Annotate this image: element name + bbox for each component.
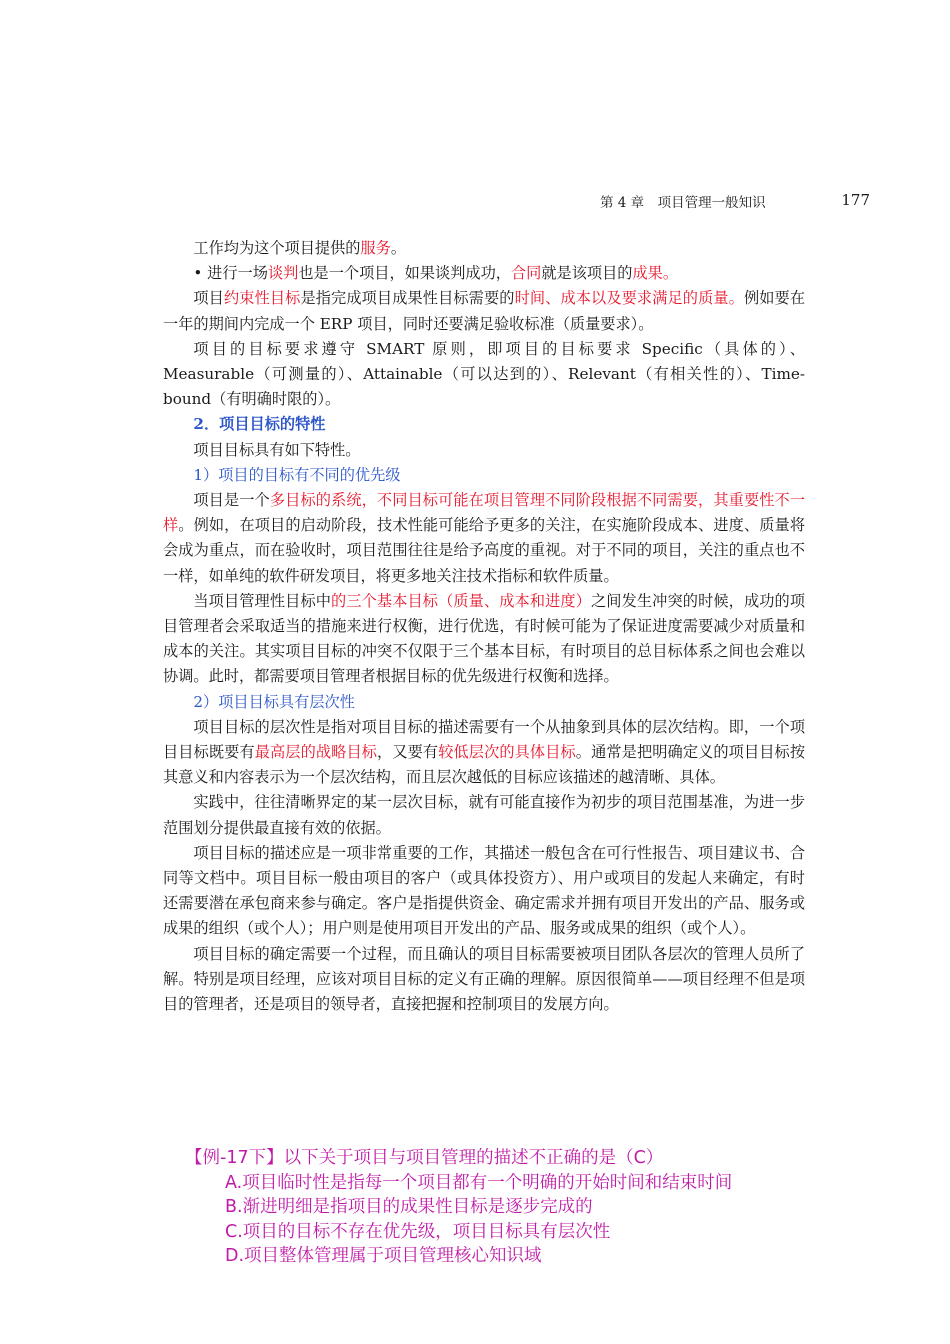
text: ，又要有 [377, 743, 439, 762]
paragraph [163, 715, 805, 791]
question-stem: 【例-17下】以下关于项目与项目管理的描述不正确的是（C） [185, 1148, 664, 1168]
option-d: D.项目整体管理属于项目管理核心知识域 [225, 1246, 542, 1266]
highlight: 服务 [360, 239, 391, 257]
text: 。通常是把明确定义的项目目标按其意义和内容表示为一个层次结构，而且层次越低的目标应该描述的越清晰、具体。 [163, 743, 806, 787]
bullet-item [163, 261, 805, 286]
text: 。 [390, 239, 407, 257]
highlight: 约束性目标 [223, 289, 301, 308]
text: 就是该项目的 [541, 264, 633, 283]
highlight: 最高层的战略目标 [254, 743, 378, 762]
text: • 进行一场 [193, 264, 268, 283]
highlight: 的三个基本目标（质量、成本和进度） [331, 591, 592, 610]
highlight: 较低层次的具体目标 [438, 743, 576, 762]
highlight: 谈判 [267, 264, 299, 283]
section-heading: 2．项目目标的特性 [193, 415, 326, 434]
paragraph: 项目的目标要求遵守 SMART 原则，即项目的目标要求 Specific（具体的）、Measurable（可测量的）、Attainable（可以达到的）、Relevant（有相关性的）、Time-bound（有明确时限的）。 [163, 339, 805, 409]
chapter-title: 第 4 章 项目管理一般知识 [600, 195, 766, 211]
highlight: 多目标的系统，不同目标可能在项目管理不同阶段根据不同需要，其重要性不一样 [163, 491, 806, 535]
paragraph: 项目目标具有如下特性。 [193, 440, 361, 459]
text: 工作均为这个项目提供的 [193, 239, 361, 257]
option-a: A.项目临时性是指每一个项目都有一个明确的开始时间和结束时间 [225, 1172, 733, 1193]
paragraph [163, 488, 805, 589]
text: 是指完成项目成果性目标需要的 [300, 289, 515, 308]
paragraph: 项目目标的描述应是一项非常重要的工作，其描述一般包含在可行性报告、项目建议书、合同等文档中。项目目标一般由项目的客户（或具体投资方）、用户或项目的发起人来确定，有时还需要潜在承包商来参与确定。客户是指提供资金、确定需求并拥有项目开发出的产品、服务或成果的组织（或个人）；用户则是使用项目开发出的产品、服务或成果的组织（或个人）。 [163, 843, 805, 938]
text: 也是一个项目，如果谈判成功， [298, 264, 511, 283]
text: 项目 [193, 289, 224, 308]
highlight: 成果。 [632, 264, 678, 283]
paragraph: 实践中，往往清晰界定的某一层次目标，就有可能直接作为初步的项目范围基准，为进一步范围划分提供最直接有效的依据。 [163, 793, 805, 837]
example-question [185, 1146, 825, 1269]
page-number: 177 [841, 191, 870, 209]
paragraph [163, 589, 805, 690]
paragraph [163, 236, 805, 261]
subsection-heading: 2）项目目标具有层次性 [193, 692, 355, 711]
text: 当项目管理性目标中 [193, 591, 332, 610]
body-text [163, 236, 805, 1017]
text: 。例如，在项目的启动阶段，技术性能可能给予更多的关注，在实施阶段成本、进度、质量将会成为重点，而在验收时，项目范围往往是给予高度的重视。对于不同的项目，关注的重点也不一样，如单纯的软件研发项目，将更多地关注技术指标和软件质量。 [163, 516, 806, 585]
text: 例如要在一年的期间内完成一个 ERP 项目，同时还要满足验收标准（质量要求）。 [163, 289, 806, 333]
text: 项目是一个 [193, 491, 270, 510]
text: 项目目标的层次性是指对项目目标的描述需要有一个从抽象到具体的层次结构。即，一个项目目标既要有 [163, 717, 805, 762]
text: 之间发生冲突的时候，成功的项目管理者会采取适当的措施来进行权衡，进行优选，有时候可能为了保证进度需要减少对质量和成本的关注。其实项目目标的冲突不仅限于三个基本目标，有时项目的总目标体系之间也会难以协调。此时，都需要项目管理者根据目标的优先级进行权衡和选择。 [163, 591, 806, 686]
paragraph: 项目目标的确定需要一个过程，而且确认的项目目标需要被项目团队各层次的管理人员所了解。特别是项目经理，应该对项目目标的定义有正确的理解。原因很简单——项目经理不但是项目的管理者，还是项目的领导者，直接把握和控制项目的发展方向。 [163, 944, 805, 1014]
subsection-heading: 1）项目的目标有不同的优先级 [193, 465, 401, 484]
highlight: 合同 [510, 264, 542, 283]
option-c: C.项目的目标不存在优先级，项目目标具有层次性 [225, 1221, 611, 1242]
paragraph [163, 286, 805, 336]
option-b: B.渐进明细是指项目的成果性目标是逐步完成的 [225, 1197, 593, 1217]
highlight: 时间、成本以及要求满足的质量。 [514, 289, 744, 308]
running-header [600, 191, 870, 211]
